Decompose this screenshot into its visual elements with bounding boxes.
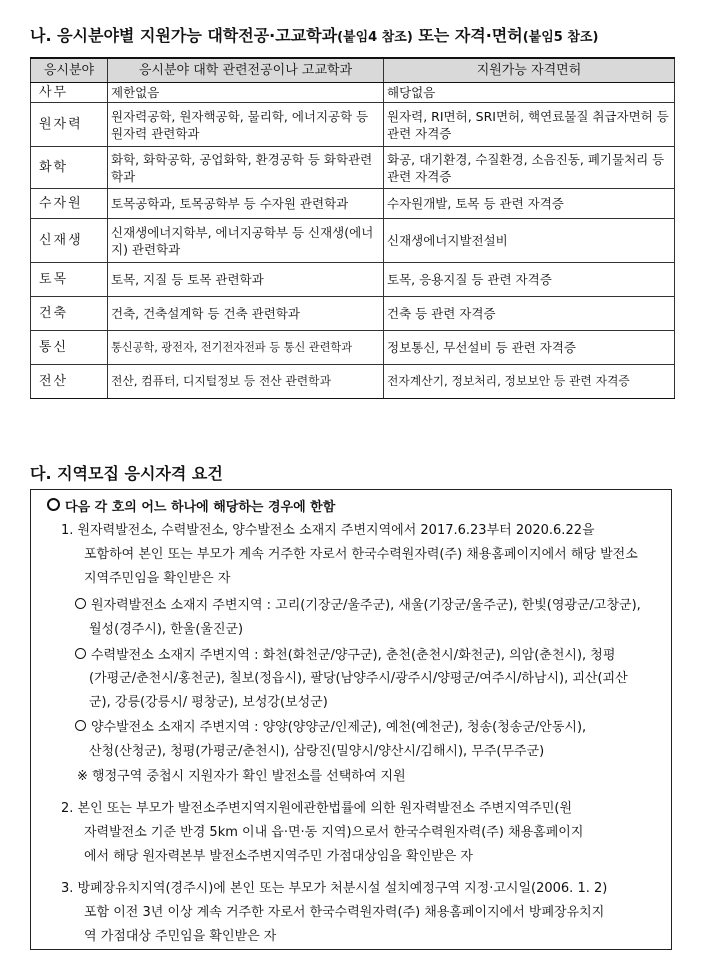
section-title-main: 나. 응시분야별 지원가능 대학전공·고교학과 xyxy=(30,26,338,45)
field-cell: 사무 xyxy=(31,83,108,103)
table-row xyxy=(31,263,675,297)
field-cell: 통신 xyxy=(31,331,108,365)
table-row xyxy=(31,331,675,365)
licenses-cell: 해당없음 xyxy=(384,83,675,103)
table-row xyxy=(31,189,675,219)
majors-cell: 통신공학, 광전자, 전기전자전파 등 통신 관련학과 xyxy=(108,331,384,365)
field-cell: 건축 xyxy=(31,297,108,331)
field-cell: 원자력 xyxy=(31,103,108,147)
pumped-storage-areas: 양수발전소 소재지 주변지역 : 양양(양양군/인제군), 예천(예천군), 청송(청송군/안동시), xyxy=(75,720,586,736)
table-header-row xyxy=(31,58,675,83)
circle-bullet-icon xyxy=(75,648,86,659)
eligibility-table xyxy=(30,57,675,399)
majors-cell: 화학, 화학공학, 공업화학, 환경공학 등 화학관련학과 xyxy=(108,147,384,189)
majors-cell: 제한없음 xyxy=(108,83,384,103)
hydro-plant-areas: 수력발전소 소재지 주변지역 : 화천(화천군/양구군), 춘천(춘천시/화천군), 의암(춘천시), 청평 xyxy=(75,648,615,664)
field-cell: 신재생 xyxy=(31,219,108,263)
licenses-cell: 전자계산기, 정보처리, 정보보안 등 관련 자격증 xyxy=(384,365,675,399)
item2-line: 에서 해당 원자력본부 발전소주변지역주민 가점대상임을 확인받은 자 xyxy=(84,849,473,864)
licenses-cell: 정보통신, 무선설비 등 관련 자격증 xyxy=(384,331,675,365)
item1-line: 포함하여 본인 또는 부모가 계속 거주한 자로서 한국수력원자력(주) 채용홈페이지에서 해당 발전소 xyxy=(84,547,638,562)
field-cell: 전산 xyxy=(31,365,108,399)
majors-cell: 전산, 컴퓨터, 디지털정보 등 전산 관련학과 xyxy=(108,365,384,399)
section-title-regional-recruitment: 다. 지역모집 응시자격 요건 xyxy=(30,464,223,483)
majors-cell: 토목, 지질 등 토목 관련학과 xyxy=(108,263,384,297)
section-title-eligibility-by-field xyxy=(30,23,598,46)
table-row xyxy=(31,297,675,331)
field-cell: 토목 xyxy=(31,263,108,297)
majors-cell: 원자력공학, 원자핵공학, 물리학, 에너지공학 등 원자력 관련학과 xyxy=(108,103,384,147)
table-row xyxy=(31,219,675,263)
section-title-middle: 또는 자격·면허 xyxy=(412,26,523,45)
column-header-licenses: 지원가능 자격면허 xyxy=(384,58,675,83)
majors-cell: 건축, 건축설계학 등 건축 관련학과 xyxy=(108,297,384,331)
licenses-cell: 수자원개발, 토목 등 관련 자격증 xyxy=(384,189,675,219)
circle-bullet-icon xyxy=(47,498,60,511)
licenses-cell: 건축 등 관련 자격증 xyxy=(384,297,675,331)
column-header-field: 응시분야 xyxy=(31,58,108,83)
requirements-header xyxy=(47,498,335,516)
nuclear-plant-areas-cont: 월성(경주시), 한울(울진군) xyxy=(89,622,244,637)
licenses-cell: 토목, 응용지질 등 관련 자격증 xyxy=(384,263,675,297)
hydro-plant-areas-cont: (가평군/춘천시/홍천군), 칠보(정읍시), 팔당(남양주시/광주시/양평군/여주시/하남시), 괴산(괴산 xyxy=(89,671,628,686)
nuclear-plant-areas: 원자력발전소 소재지 주변지역 : 고리(기장군/울주군), 새울(기장군/울주군), 한빛(영광군/고창군), xyxy=(75,598,641,614)
circle-bullet-icon xyxy=(75,598,86,609)
section-title-note-2: (붙임5 참조) xyxy=(522,30,599,45)
requirements-header-text: 다음 각 호의 어느 하나에 해당하는 경우에 한함 xyxy=(65,500,336,515)
item3-line: 역 가점대상 주민임을 확인받은 자 xyxy=(84,929,277,944)
section-title-note-1: (붙임4 참조) xyxy=(337,30,413,45)
field-cell: 화학 xyxy=(31,147,108,189)
item1-line: 1. 원자력발전소, 수력발전소, 양수발전소 소재지 주변지역에서 2017.6.23부터 2020.6.22을 xyxy=(61,523,595,538)
table-row xyxy=(31,365,675,399)
licenses-cell: 원자력, RI면허, SRI면허, 핵연료물질 취급자면허 등 관련 자격증 xyxy=(384,103,675,147)
item2-line: 자력발전소 기준 반경 5km 이내 읍·면·동 지역)으로서 한국수력원자력(주) 채용홈페이지 xyxy=(84,825,584,840)
item3-line: 3. 방폐장유치지역(경주시)에 본인 또는 부모가 처분시설 설치예정구역 지정·고시일(2006. 1. 2) xyxy=(61,881,608,896)
table-row xyxy=(31,147,675,189)
licenses-cell: 화공, 대기환경, 수질환경, 소음진동, 폐기물처리 등 관련 자격증 xyxy=(384,147,675,189)
column-header-majors: 응시분야 대학 관련전공이나 고교학과 xyxy=(108,58,384,83)
table-row xyxy=(31,83,675,103)
licenses-cell: 신재생에너지발전설비 xyxy=(384,219,675,263)
item2-line: 2. 본인 또는 부모가 발전소주변지역지원에관한법률에 의한 원자력발전소 주변지역주민(원 xyxy=(61,801,573,816)
hydro-plant-areas-cont: 군), 강릉(강릉시/ 평창군), 보성강(보성군) xyxy=(89,695,328,710)
circle-bullet-icon xyxy=(75,720,86,731)
majors-cell: 토목공학과, 토목공학부 등 수자원 관련학과 xyxy=(108,189,384,219)
item3-line: 포함 이전 3년 이상 계속 거주한 자로서 한국수력원자력(주) 채용홈페이지에서 방폐장유치지 xyxy=(84,905,605,920)
jurisdiction-note: ※ 행정구역 중첩시 지원자가 확인 발전소를 선택하여 지원 xyxy=(77,769,406,784)
field-cell: 수자원 xyxy=(31,189,108,219)
table-row xyxy=(31,103,675,147)
majors-cell: 신재생에너지학부, 에너지공학부 등 신재생(에너지) 관련학과 xyxy=(108,219,384,263)
pumped-storage-areas-cont: 산청(산청군), 청평(가평군/춘천시), 삼랑진(밀양시/양산시/김해시), 무주(무주군) xyxy=(89,744,545,759)
item1-line: 지역주민임을 확인받은 자 xyxy=(84,571,231,586)
regional-requirements-box xyxy=(30,489,672,950)
